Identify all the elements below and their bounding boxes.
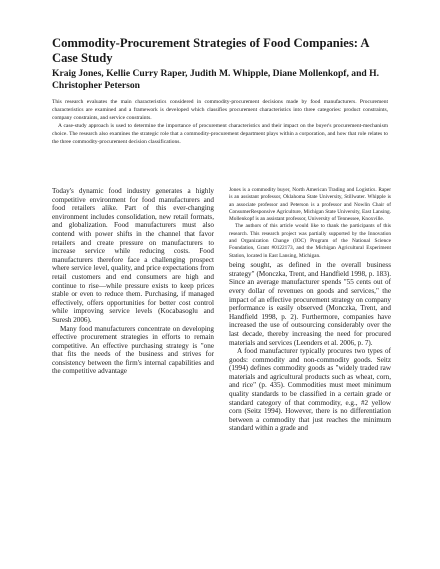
right-column	[229, 187, 391, 433]
left-column	[52, 187, 214, 376]
body-paragraph: Today's dynamic food industry generates a highly competitive environment for food manufacturers and food retailers alike. Part of this ever-changing environment includes consolidation, new retail formats, and globalization. Food manufacturers must also contend with power shifts in the channel that favor retailers and create pressure on manufacturers to increase service while reducing costs. Food manufacturers therefore face a challenging prospect where service level, quality, and price expectations from retail customers and end consumers are high and continue to rise—while pressure exists to keep prices stable or even to reduce them. Purchasing, if managed effectively, offers opportunities for better cost control while improving service levels (Kocabasoglu and Suresh 2006).	[52, 187, 214, 324]
body-paragraph: being sought, as defined in the overall business strategy" (Monczka, Trent, and Handfield 1998, p. 183). Since an average manufacturer spends "55 cents out of every dollar of revenues on goods and services," the impact of an effective procurement strategy on company performance is easily observed (Monczka, Trent, and Handfield 1998, p. 2). Furthermore, companies have increased the use of outsourcing considerably over the last decade, thereby increasing the need for procured materials and services (Leenders et al. 2006, p. 7).	[229, 261, 391, 347]
paper-title: Commodity-Procurement Strategies of Food Companies: A Case Study	[52, 36, 369, 65]
abstract-paragraph: This research evaluates the main characteristics considered in commodity-procurement decisions made by food manufacturers. Procurement characteristics are examined and a framework is developed which classifies procurement characteristics into three categories: product constraints, company constraints, and service constraints.	[52, 99, 388, 121]
body-paragraph: A food manufacturer typically procures two types of goods: commodity and non-commodity goods. Seitz (1994) defines commodity goods as "widely traded raw materials and agricultural products such as wheat, corn, and rice" (p. 435). Commodities must meet minimum quality standards to be classified in a certain grade or standard category of that commodity, e.g., #2 yellow corn (Seitz 1994). However, there is no differentiation between a commodity that just reaches the minimum standard within a grade and	[229, 347, 391, 433]
abstract-paragraph: A case-study approach is used to determine the importance of procurement characteristics and their impact on the buyer's procurement-mechanism choice. The research also examines the strategic role that a commodity-procurement department plays within a corporation, and how that role relates to the three commodity-procurement decision classifications.	[52, 122, 388, 145]
footnote-acknowledgments: The authors of this article would like to thank the participants of this research. This research project was partially supported by the Innovation and Organization Change (IOC) Program of the National Science Foundation, Grant #0122173, and the Michigan Agricultural Experiment Station, located in East Lansing, Michigan.	[229, 223, 391, 259]
paper-authors: Kraig Jones, Kellie Curry Raper, Judith M. Whipple, Diane Mollenkopf, and H. Christopher Peterson	[52, 68, 380, 92]
body-paragraph: Many food manufacturers concentrate on developing effective procurement strategies in efforts to remain competitive. An effective purchasing strategy is "one that fits the needs of the business and strives for consistency between the firm's internal capabilities and the competitive advantage	[52, 324, 214, 376]
abstract	[52, 99, 388, 147]
author-footnote	[229, 187, 391, 260]
footnote-affiliations: Jones is a commodity buyer, North American Trading and Logistics. Raper is an assistant professor, Oklahoma State University, Stillwater. Whipple is an associate professor and Peterson is a professor and Nowlin Chair of ConsumerResponsive Agriculture, Michigan State University, East Lansing. Mollenkopf is an assistant professor, University of Tennessee, Knoxville.	[229, 187, 391, 223]
